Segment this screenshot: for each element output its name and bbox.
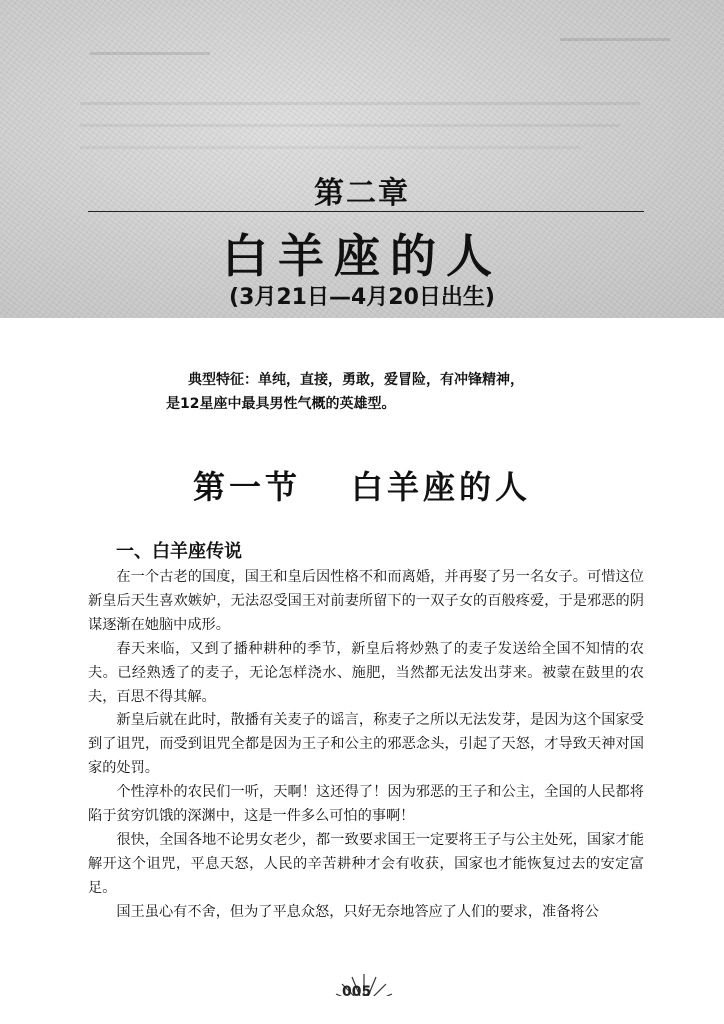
chapter-title: 白羊座的人 [222,229,502,283]
bleed-through-mark [80,146,580,149]
page-number-ornament [328,972,400,1012]
bleed-through-mark [90,52,210,55]
paragraph: 在一个古老的国度，国王和皇后因性格不和而离婚，并再娶了另一名女子。可惜这位新皇后天生喜欢嫉妒，无法忍受国王对前妻所留下的一双子女的百般疼爱，于是邪恶的阴谋逐渐在她脑中成形。 [88,569,644,633]
legend-body-text [88,566,644,925]
bleed-through-mark [560,38,670,41]
paragraph: 新皇后就在此时，散播有关麦子的谣言，称麦子之所以无法发芽，是因为这个国家受到了诅咒，而受到诅咒全都是因为王子和公主的邪恶念头，引起了天怒，才导致天神对国家的处罚。 [88,712,644,777]
paragraph: 春天来临，又到了播种耕种的季节，新皇后将炒熟了的麦子发送给全国不知情的农夫。已经熟透了的麦子，无论怎样浇水、施肥，当然都无法发出芽来。被蒙在鼓里的农夫，百思不得其解。 [88,640,644,705]
chapter-label: 第二章 [314,176,410,211]
traits-line-2: 是12星座中最具男性气概的英雄型。 [166,396,396,412]
bleed-through-mark [80,102,640,105]
paragraph: 国王虽心有不舍，但为了平息众怒，只好无奈地答应了人们的要求，准备将公 [116,903,599,920]
section-title [0,462,724,508]
typical-traits [160,368,600,416]
section-label: 第一节 [192,468,301,506]
paragraph: 个性淳朴的农民们一听，天啊！这还得了！因为邪恶的王子和公主，全国的人民都将陷于贫穷饥饿的深渊中，这是一件多么可怕的事啊！ [88,784,644,825]
chapter-dates: (3月21日—4月20日出生) [229,285,495,310]
section-name: 白羊座的人 [351,468,532,506]
page-number: 005 [342,984,372,1000]
paragraph: 很快，全国各地不论男女老少，都一致要求国王一定要将王子与公主处死，国家才能解开这个诅咒，平息天怒，人民的辛苦耕种才会有收获，国家也才能恢复过去的安定富足。 [88,831,644,896]
chapter-banner [0,0,724,318]
subsection-heading: 一、白羊座传说 [116,541,242,562]
chapter-divider [88,211,644,212]
bleed-through-mark [80,124,620,127]
traits-line-1: 典型特征：单纯，直接，勇敢，爱冒险，有冲锋精神， [188,372,524,388]
